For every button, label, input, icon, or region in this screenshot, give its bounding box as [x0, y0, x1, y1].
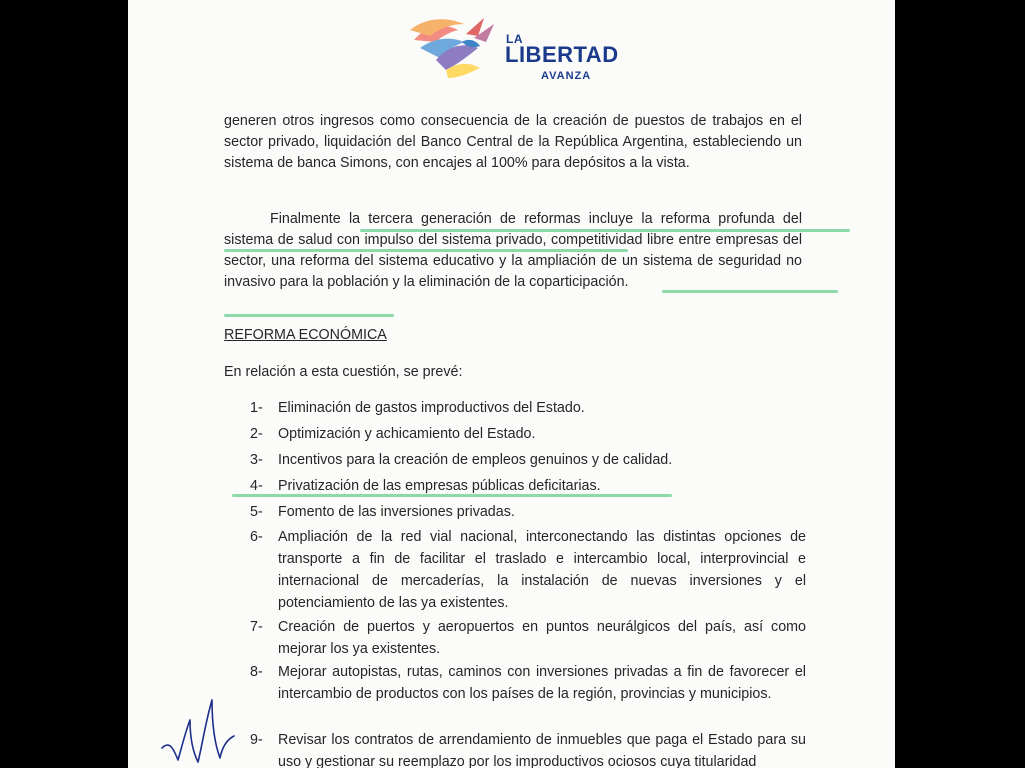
list-item-number: 3-	[250, 452, 263, 468]
highlight-mark	[224, 314, 394, 317]
list-item-text: Creación de puertos y aeropuertos en puntos neurálgicos del país, así como mejorar los ya existentes.	[278, 619, 806, 657]
list-item	[250, 449, 806, 471]
party-logo	[406, 12, 621, 84]
list-item	[250, 526, 806, 614]
list-item-text: Fomento de las inversiones privadas.	[278, 504, 515, 520]
list-item-number: 8-	[250, 664, 263, 680]
document-page	[128, 0, 895, 768]
section-intro: En relación a esta cuestión, se prevé:	[224, 364, 463, 380]
paragraph-continuation: generen otros ingresos como consecuencia de la creación de puestos de trabajos en el sector privado, liquidación del Banco Central de la República Argentina, estableciendo un sistema de banca Simons, con encajes al 100% para depósitos a la vista.	[224, 113, 802, 171]
list-item	[250, 397, 806, 419]
highlight-mark	[232, 494, 672, 497]
list-item-text: Ampliación de la red vial nacional, interconectando las distintas opciones de transporte a fin de facilitar el traslado e intercambio local, interprovincial e internacional de mercaderías, la instalación de nuevas inversiones y el potenciamiento de las ya existentes.	[278, 529, 806, 611]
list-item-number: 1-	[250, 400, 263, 416]
list-item-text: Privatización de las empresas públicas deficitarias.	[278, 478, 601, 494]
list-item	[250, 423, 806, 445]
section-heading: REFORMA ECONÓMICA	[224, 327, 387, 343]
list-item-number: 2-	[250, 426, 263, 442]
list-item-text: Eliminación de gastos improductivos del Estado.	[278, 400, 585, 416]
list-item	[250, 729, 806, 768]
list-item	[250, 661, 806, 705]
list-item-text: Incentivos para la creación de empleos genuinos y de calidad.	[278, 452, 673, 468]
list-item-number: 5-	[250, 504, 263, 520]
logo-text-libertad: LIBERTAD	[505, 42, 619, 67]
highlight-mark	[360, 229, 850, 232]
logo-text-la: LA	[506, 32, 523, 46]
bird-logo-icon	[406, 12, 501, 84]
list-item-number: 4-	[250, 478, 263, 494]
list-item-number: 7-	[250, 619, 263, 635]
list-item-number: 9-	[250, 732, 263, 748]
paragraph-reforms: Finalmente la tercera generación de reformas incluye la reforma profunda del sistema de salud con impulso del sistema privado, competitividad libre entre empresas del sector, una reforma del sistema educativo y la ampliación de un sistema de seguridad no invasivo para la población y la eliminación de la coparticipación.	[224, 211, 802, 290]
list-item	[250, 501, 806, 523]
highlight-mark	[224, 249, 628, 252]
list-item-text: Revisar los contratos de arrendamiento de inmuebles que paga el Estado para su uso y gestionar su reemplazo por los improductivos ociosos cuya titularidad	[278, 732, 806, 768]
list-item-text: Mejorar autopistas, rutas, caminos con inversiones privadas a fin de favorecer el intercambio de productos con los países de la región, provincias y municipios.	[278, 664, 806, 702]
signature-scribble-icon	[156, 690, 246, 768]
highlight-mark	[662, 290, 838, 293]
list-item-text: Optimización y achicamiento del Estado.	[278, 426, 536, 442]
list-item	[250, 616, 806, 660]
list-item-number: 6-	[250, 529, 263, 545]
logo-text-avanza: AVANZA	[541, 70, 592, 82]
